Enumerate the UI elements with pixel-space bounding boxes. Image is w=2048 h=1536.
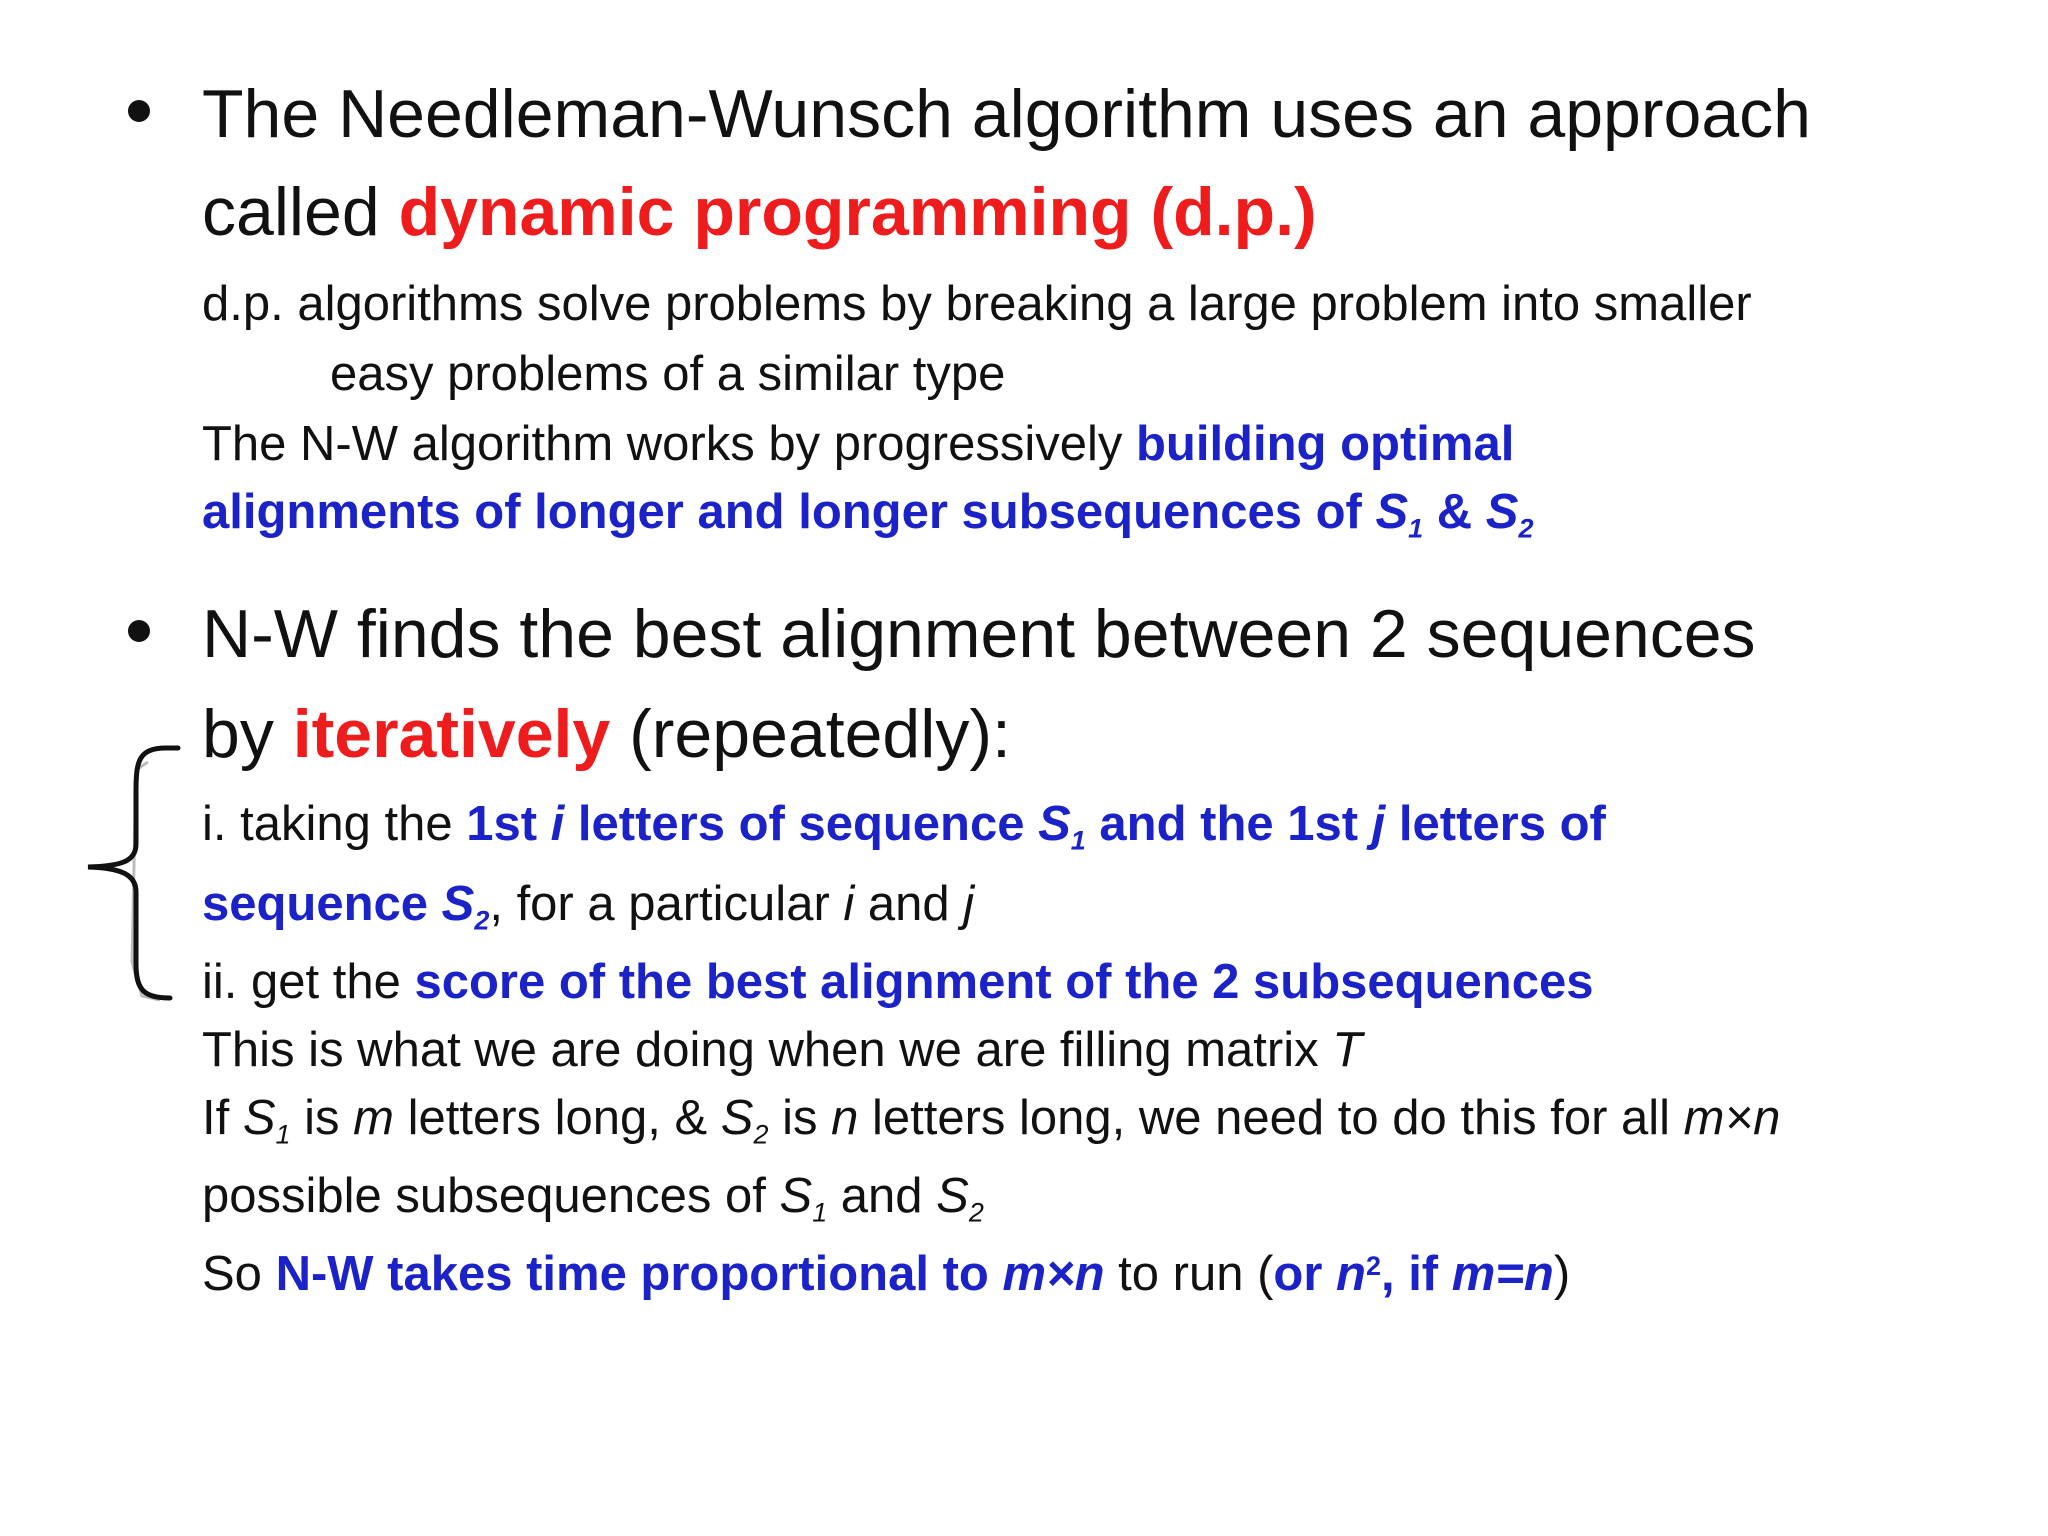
length-line: If $S_1$ is m letters long, & $S_2$ is n letters long, we need to do this for all m×n (202, 1091, 1781, 1150)
curly-brace-icon (80, 732, 190, 1012)
bullet-1-text: The Needleman-Wunsch algorithm uses an approach (202, 76, 1811, 152)
dp-detail-line-1: d.p. algorithms solve problems by breaking a large problem into smaller (202, 277, 1752, 331)
bullet-2-line-1 (202, 596, 1756, 672)
dp-detail-line-2: easy problems of a similar type (330, 347, 1006, 401)
nw-detail-line-2: alignments of longer and longer subsequences of $S_1$ & $S_2$ (202, 485, 1534, 544)
bullet-1-dot (128, 100, 150, 122)
nw-detail-line-1: The N-W algorithm works by progressively building optimal (202, 417, 1515, 471)
iteratively-highlight: iteratively (292, 696, 611, 772)
step-ii-line: ii. get the score of the best alignment of the 2 subsequences (202, 955, 1594, 1009)
dynamic-programming-highlight: dynamic programming (d.p.) (398, 174, 1317, 250)
bullet-2-line-2: by iteratively (repeatedly): (202, 696, 1011, 772)
step-i-line-2: sequence $S_2$, for a particular i and j (202, 877, 975, 936)
bullet-2-text: N-W finds the best alignment between 2 sequences (202, 596, 1756, 672)
complexity-line: So N-W takes time proportional to m×n to run (or $n^2$, if m=n) (202, 1247, 1571, 1301)
possible-subsequences-line: possible subsequences of $S_1$ and $S_2$ (202, 1169, 984, 1228)
bullet-1-line-2: called dynamic programming (d.p.) (202, 174, 1317, 250)
matrix-line: This is what we are doing when we are filling matrix T (202, 1023, 1363, 1077)
bullet-1-line-1 (202, 76, 1811, 152)
step-i-line-1: i. taking the 1st i letters of sequence $S_1$ and the 1st j letters of (202, 797, 1606, 856)
bullet-2-dot (128, 620, 150, 642)
